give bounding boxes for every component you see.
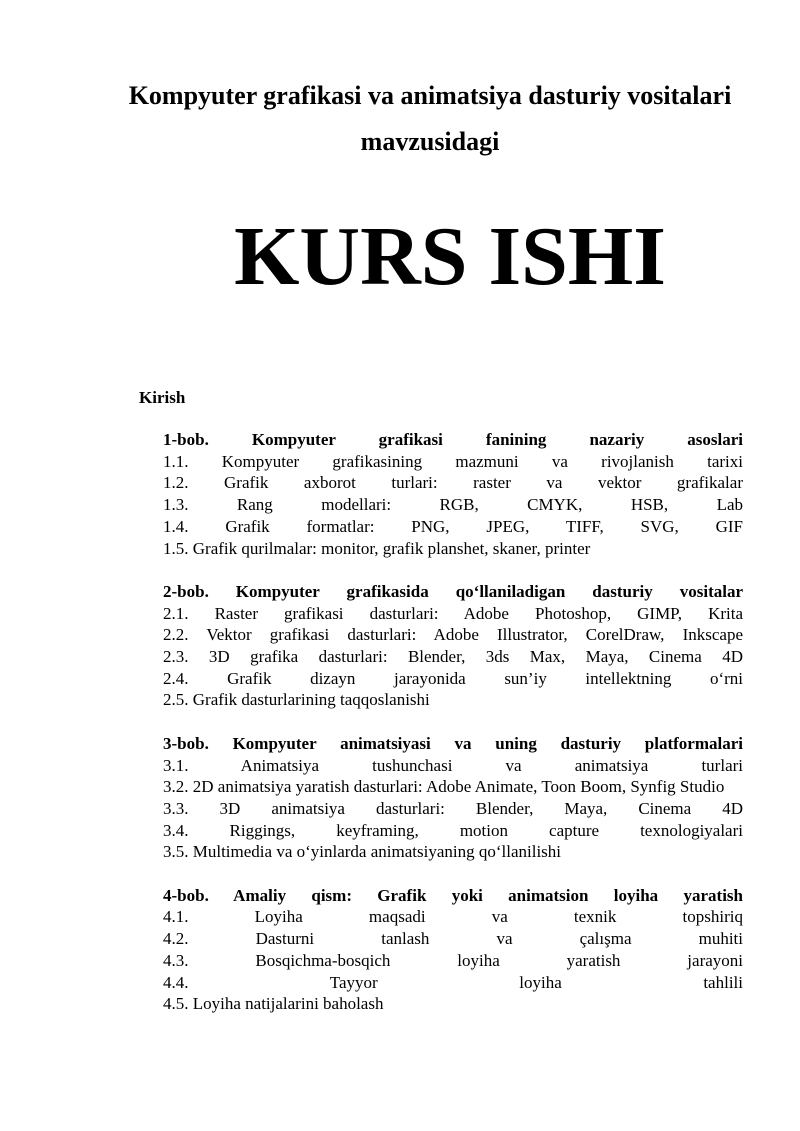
toc-item: 2.5. Grafik dasturlarining taqqoslanishi — [163, 690, 430, 710]
toc-intro: Kirish — [139, 388, 186, 407]
toc-item: 2.1. Raster grafikasi dasturlari: Adobe Photoshop, GIMP, Krita — [163, 603, 743, 623]
toc-item: 3.4. Riggings, keyframing, motion capture texnologiyalari — [163, 820, 743, 840]
chapter-1 — [163, 429, 743, 559]
chapter-2 — [163, 581, 743, 711]
toc-item: 3.2. 2D animatsiya yaratish dasturlari: Adobe Animate, Toon Boom, Synfig Studio — [163, 777, 725, 797]
chapter-title: 4-bob. Amaliy qism: Grafik yoki animatsion loyiha yaratish — [163, 885, 743, 905]
toc-item: 3.5. Multimedia va o‘yinlarda animatsiyaning qo‘llanilishi — [163, 842, 562, 862]
chapter-title: 3-bob. Kompyuter animatsiyasi va uning dasturiy platformalari — [163, 733, 743, 753]
chapter-3 — [163, 733, 743, 863]
toc-item: 3.1. Animatsiya tushunchasi va animatsiya turlari — [163, 755, 743, 775]
toc-item: 1.5. Grafik qurilmalar: monitor, grafik planshet, skaner, printer — [163, 538, 591, 558]
toc-item: 1.3. Rang modellari: RGB, CMYK, HSB, Lab — [163, 495, 743, 515]
toc-item: 1.2. Grafik axborot turlari: raster va vektor grafikalar — [163, 473, 743, 493]
toc-item: 3.3. 3D animatsiya dasturlari: Blender, Maya, Cinema 4D — [163, 798, 743, 818]
document-title-line-1: Kompyuter grafikasi va animatsiya dasturiy vositalari — [128, 81, 732, 110]
toc-item: 2.2. Vektor grafikasi dasturlari: Adobe Illustrator, CorelDraw, Inkscape — [163, 625, 743, 645]
toc-item: 4.1. Loyiha maqsadi va texnik topshiriq — [163, 907, 743, 927]
chapter-4 — [163, 885, 743, 1015]
toc-item: 2.4. Grafik dizayn jarayonida sun’iy intellektning o‘rni — [163, 668, 743, 688]
toc-item: 4.5. Loyiha natijalarini baholash — [163, 994, 384, 1014]
table-of-contents — [163, 429, 743, 1037]
document-title-line-2: mavzusidagi — [360, 127, 500, 156]
chapter-title: 1-bob. Kompyuter grafikasi fanining nazariy asoslari — [163, 430, 743, 449]
chapter-title: 2-bob. Kompyuter grafikasida qo‘llaniladigan dasturiy vositalar — [163, 581, 743, 601]
toc-item: 4.3. Bosqichma-bosqich loyiha yaratish jarayoni — [163, 950, 743, 970]
toc-item: 1.4. Grafik formatlar: PNG, JPEG, TIFF, SVG, GIF — [163, 516, 743, 536]
toc-item: 4.4. Tayyor loyiha tahlili — [163, 972, 743, 992]
main-title: KURS ISHI — [234, 210, 666, 303]
toc-item: 2.3. 3D grafika dasturlari: Blender, 3ds Max, Maya, Cinema 4D — [163, 647, 743, 667]
toc-item: 4.2. Dasturni tanlash va çalışma muhiti — [163, 929, 743, 949]
toc-item: 1.1. Kompyuter grafikasining mazmuni va rivojlanish tarixi — [163, 451, 743, 471]
